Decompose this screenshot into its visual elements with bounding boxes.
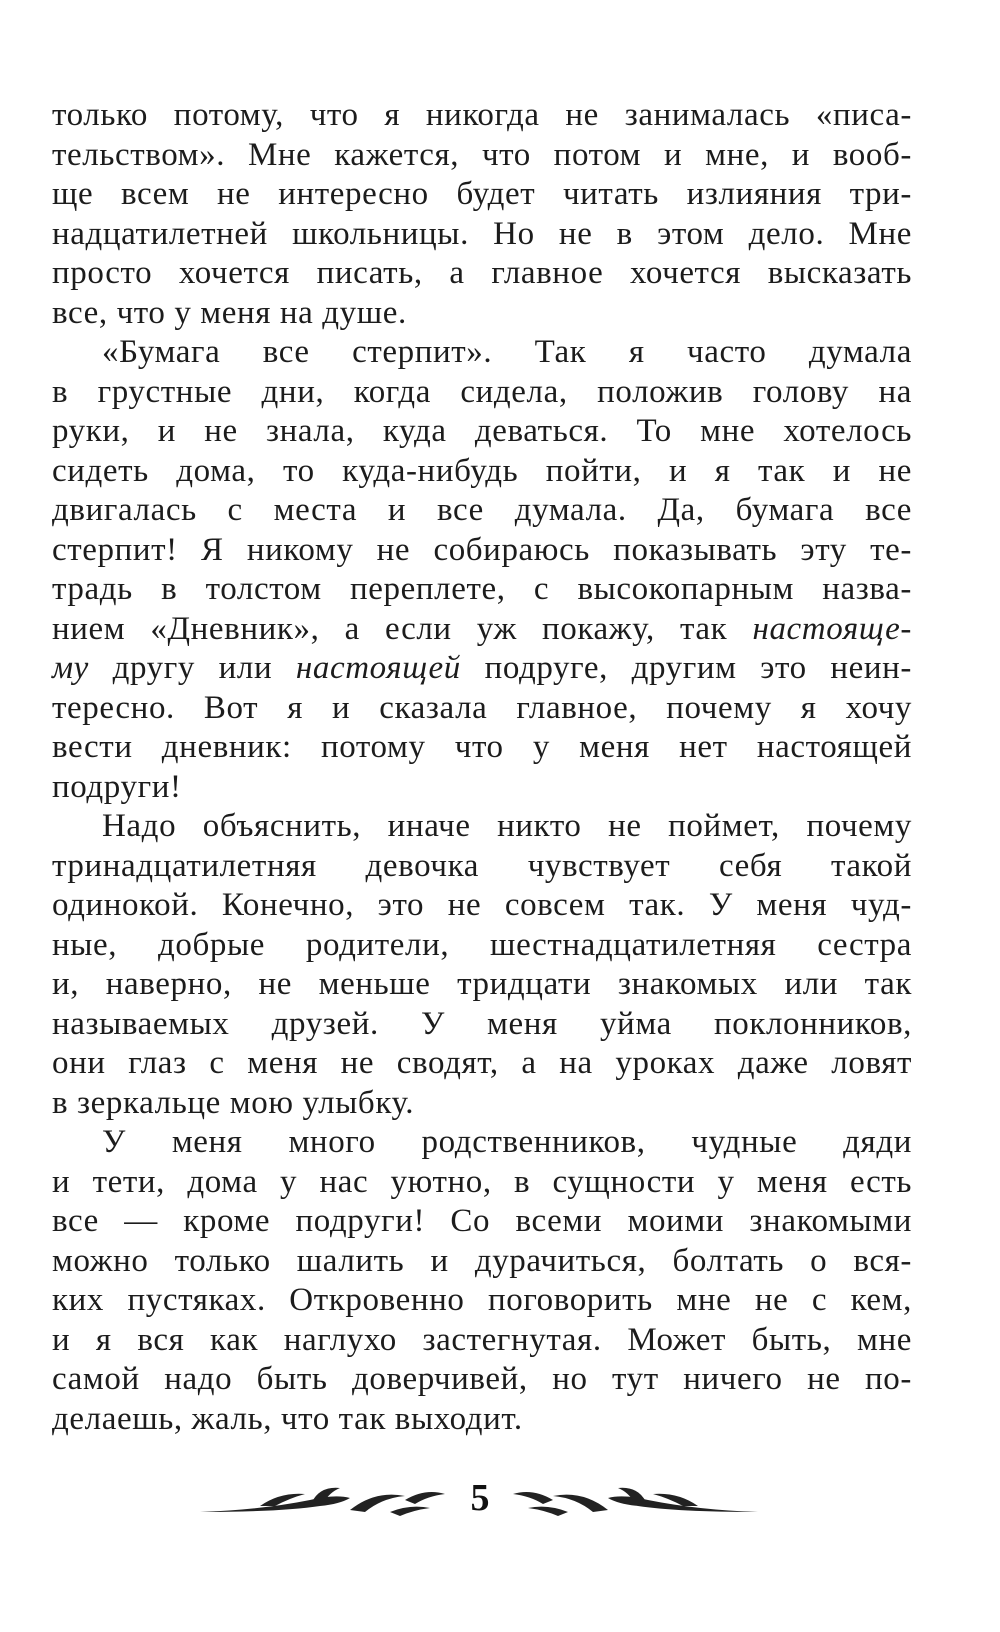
page-number: 5 <box>470 1477 490 1519</box>
text-segment: все, что у меня на душе. <box>52 294 407 331</box>
text-segment: и я вся как наглухо застегнутая. Может быть, мне <box>52 1321 912 1358</box>
text-line <box>52 1084 912 1124</box>
text-line <box>52 491 912 531</box>
paragraph <box>52 96 912 333</box>
text-line <box>52 1123 912 1163</box>
text-line <box>52 1242 912 1282</box>
text-line <box>52 847 912 887</box>
text-line <box>52 96 912 136</box>
italic-text: настоящей <box>295 650 461 686</box>
text-line <box>52 1202 912 1242</box>
text-segment: и, наверно, не меньше тридцати знакомых или так <box>52 966 912 1002</box>
text-segment: делаешь, жаль, что так выходит. <box>52 1400 523 1437</box>
text-segment: подруге, другим это неин- <box>460 650 912 686</box>
text-segment: Надо объяснить, иначе никто не поймет, почему <box>102 808 912 844</box>
text-line <box>52 610 912 650</box>
text-segment: ще всем не интересно будет читать излияния три- <box>52 176 912 212</box>
text-segment: подруги! <box>52 768 182 805</box>
text-line <box>52 1044 912 1084</box>
flourish-ornament-left-icon <box>200 1482 450 1522</box>
text-line <box>52 570 912 610</box>
text-segment: стерпит! Я никому не собираюсь показывать эту те- <box>52 531 912 568</box>
text-line <box>52 254 912 294</box>
text-segment: в грустные дни, когда сидела, положив голову на <box>52 373 912 410</box>
text-segment: У меня много родственников, чудные дяди <box>102 1124 912 1160</box>
text-segment: в зеркальце мою улыбку. <box>52 1084 415 1121</box>
text-segment: одинокой. Конечно, это не совсем так. У меня чуд- <box>52 887 912 923</box>
paragraph <box>52 1123 912 1439</box>
italic-text: му <box>52 650 89 686</box>
text-line <box>52 373 912 413</box>
text-segment: все — кроме подруги! Со всеми моими знакомыми <box>52 1203 912 1239</box>
text-line <box>52 136 912 176</box>
text-line <box>52 294 912 334</box>
text-segment: надцатилетней школьницы. Но не в этом дело. Мне <box>52 215 912 252</box>
text-segment: руки, и не знала, куда деваться. То мне хотелось <box>52 413 912 449</box>
text-line <box>52 965 912 1005</box>
text-segment: двигалась с места и все думала. Да, бумага все <box>52 492 912 528</box>
text-line <box>52 333 912 373</box>
text-line <box>52 807 912 847</box>
text-line <box>52 1321 912 1361</box>
text-segment: нием «Дневник», а если уж покажу, так <box>52 610 753 647</box>
text-line <box>52 1400 912 1440</box>
page-footer <box>0 1474 1000 1534</box>
text-line <box>52 215 912 255</box>
text-line <box>52 1005 912 1045</box>
text-segment: они глаз с меня не сводят, а на уроках даже ловят <box>52 1045 912 1081</box>
text-segment: просто хочется писать, а главное хочется высказать <box>52 255 912 291</box>
text-segment: тринадцатилетняя девочка чувствует себя такой <box>52 847 912 884</box>
text-segment: сидеть дома, то куда-нибудь пойти, и я так и не <box>52 452 912 489</box>
text-segment: тересно. Вот я и сказала главное, почему я хочу <box>52 689 912 726</box>
text-line <box>52 175 912 215</box>
italic-text: настояще- <box>752 610 912 647</box>
text-segment: другу или <box>88 650 296 686</box>
text-line <box>52 1163 912 1203</box>
text-segment: называемых друзей. У меня уйма поклонников, <box>52 1005 912 1042</box>
text-segment: традь в толстом переплете, с высокопарным назва- <box>52 571 912 607</box>
text-line <box>52 1281 912 1321</box>
paragraph <box>52 333 912 807</box>
text-line <box>52 886 912 926</box>
text-segment: тельством». Мне кажется, что потом и мне, и вооб- <box>52 136 912 173</box>
text-segment: самой надо быть доверчивей, но тут ничего не по- <box>52 1361 912 1397</box>
flourish-ornament-right-icon <box>508 1482 758 1522</box>
text-segment: вести дневник: потому что у меня нет настоящей <box>52 729 912 765</box>
text-segment: ких пустяках. Откровенно поговорить мне не с кем, <box>52 1282 912 1318</box>
text-line <box>52 926 912 966</box>
page-body <box>52 96 912 1439</box>
text-line <box>52 689 912 729</box>
text-line <box>52 728 912 768</box>
text-line <box>52 412 912 452</box>
text-segment: можно только шалить и дурачиться, болтать о вся- <box>52 1242 912 1279</box>
text-segment: ные, добрые родители, шестнадцатилетняя сестра <box>52 926 912 963</box>
text-segment: «Бумага все стерпит». Так я часто думала <box>102 334 912 370</box>
text-line <box>52 768 912 808</box>
text-line <box>52 452 912 492</box>
text-line <box>52 1360 912 1400</box>
text-segment: только потому, что я никогда не занималась «писа- <box>52 97 912 133</box>
text-line <box>52 531 912 571</box>
text-segment: и тети, дома у нас уютно, в сущности у меня есть <box>52 1163 912 1200</box>
paragraph <box>52 807 912 1123</box>
text-line <box>52 649 912 689</box>
